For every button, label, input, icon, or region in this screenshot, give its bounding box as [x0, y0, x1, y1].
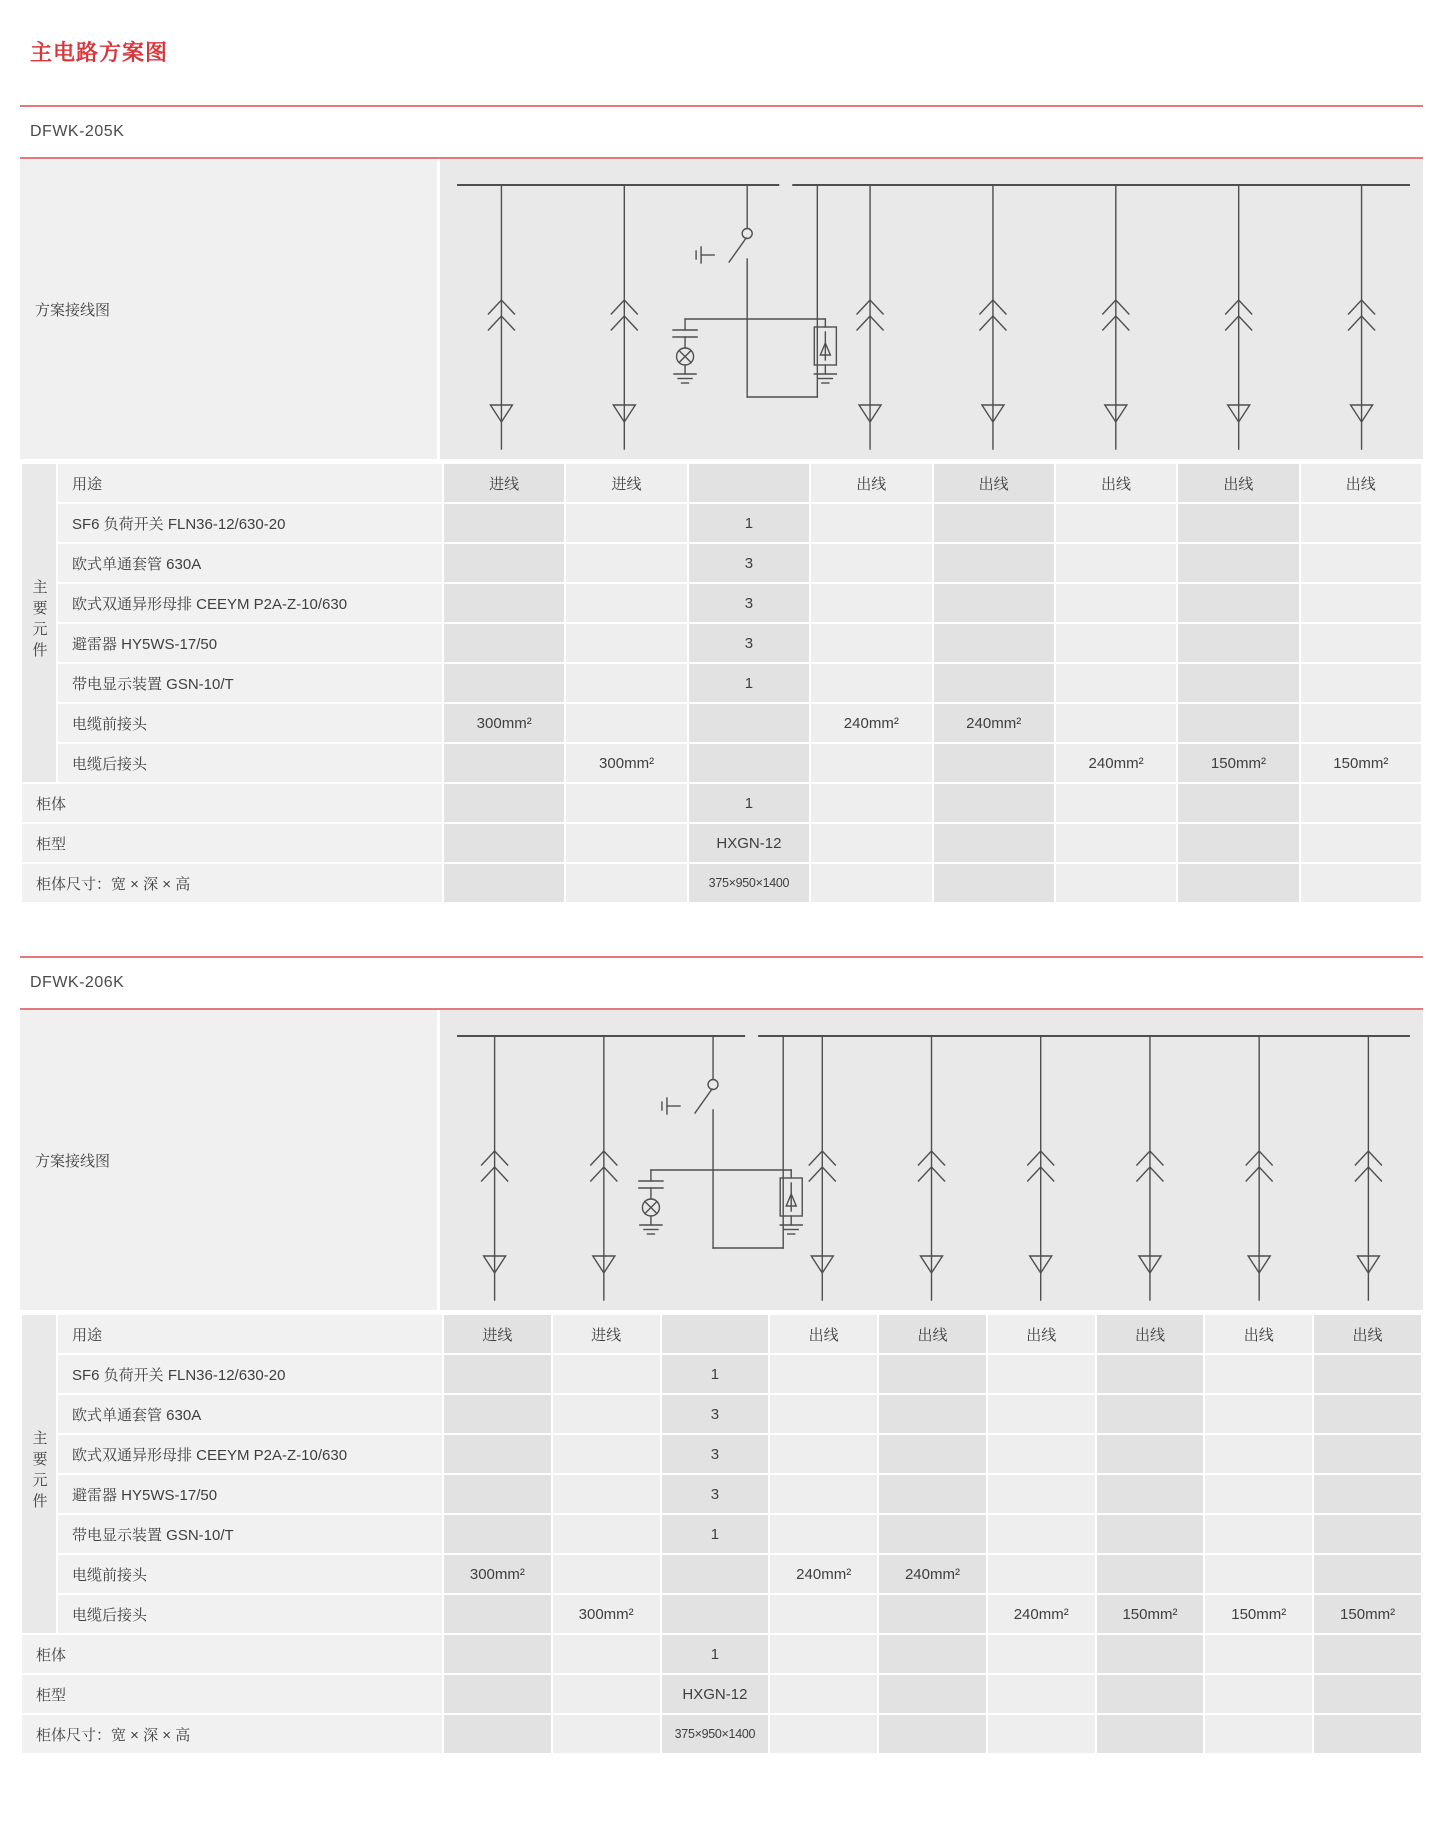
table-cell [769, 1354, 878, 1394]
footer-row [21, 783, 1422, 823]
table-cell [878, 1674, 987, 1714]
table-cell: 3 [661, 1434, 770, 1474]
table-cell: 出线 [933, 463, 1055, 503]
sidebar-vertical-label [21, 463, 57, 783]
table-cell [443, 583, 565, 623]
table-cell: 出线 [1313, 1314, 1422, 1354]
table-cell: 3 [661, 1394, 770, 1434]
table-cell [1313, 1674, 1422, 1714]
table-cell: 300mm² [443, 703, 565, 743]
components-table [20, 462, 1423, 904]
sidebar-label-text: 主要元件 [30, 1430, 48, 1514]
row-label: 用途 [57, 1314, 443, 1354]
row-label: SF6 负荷开关 FLN36-12/630-20 [57, 1354, 443, 1394]
table-cell [1177, 703, 1299, 743]
table-cell [810, 623, 932, 663]
circuit-diagram [440, 159, 1423, 459]
table-cell [810, 583, 932, 623]
table-cell [987, 1434, 1096, 1474]
table-cell [443, 1394, 552, 1434]
table-cell [1055, 783, 1177, 823]
table-cell: 3 [688, 583, 810, 623]
table-cell [933, 863, 1055, 903]
table-cell [1177, 823, 1299, 863]
table-cell: 150mm² [1204, 1594, 1313, 1634]
table-cell [1204, 1554, 1313, 1594]
table-cell [933, 663, 1055, 703]
table-cell [769, 1674, 878, 1714]
table-cell: 240mm² [810, 703, 932, 743]
footer-row [21, 863, 1422, 903]
usage-row [21, 463, 1422, 503]
table-cell [443, 1474, 552, 1514]
row-label: 电缆后接头 [57, 743, 443, 783]
table-cell: 300mm² [565, 743, 687, 783]
table-cell [769, 1514, 878, 1554]
row-label: 柜体尺寸：宽 × 深 × 高 [21, 863, 443, 903]
diagram-label: 方案接线图 [20, 1010, 440, 1310]
table-cell [810, 743, 932, 783]
table-cell [1300, 783, 1422, 823]
table-cell [1096, 1354, 1205, 1394]
component-row [21, 743, 1422, 783]
row-label: 欧式双通异形母排 CEEYM P2A-Z-10/630 [57, 583, 443, 623]
table-cell [443, 543, 565, 583]
table-cell: 3 [661, 1474, 770, 1514]
table-cell [1096, 1634, 1205, 1674]
table-cell [933, 743, 1055, 783]
table-cell [661, 1314, 770, 1354]
table-cell [565, 503, 687, 543]
table-cell: 出线 [878, 1314, 987, 1354]
table-cell [688, 743, 810, 783]
table-cell [769, 1634, 878, 1674]
table-cell [1313, 1514, 1422, 1554]
table-cell [1313, 1354, 1422, 1394]
row-label: 电缆前接头 [57, 1554, 443, 1594]
component-row [21, 583, 1422, 623]
table-cell: 1 [661, 1634, 770, 1674]
table-cell [1204, 1634, 1313, 1674]
table-cell [769, 1394, 878, 1434]
table-cell: 出线 [1204, 1314, 1313, 1354]
component-row [21, 1514, 1422, 1554]
table-cell [1177, 783, 1299, 823]
table-cell [1204, 1474, 1313, 1514]
table-cell [987, 1514, 1096, 1554]
diagram-row [20, 1010, 1423, 1310]
row-label: 柜体 [21, 783, 443, 823]
table-cell [933, 783, 1055, 823]
table-cell: 出线 [1177, 463, 1299, 503]
table-cell [1204, 1354, 1313, 1394]
table-cell [987, 1474, 1096, 1514]
table-cell [987, 1554, 1096, 1594]
table-cell [552, 1714, 661, 1754]
row-label: 电缆后接头 [57, 1594, 443, 1634]
row-label: 避雷器 HY5WS-17/50 [57, 623, 443, 663]
table-cell: 150mm² [1313, 1594, 1422, 1634]
table-cell [1096, 1474, 1205, 1514]
diagram-row [20, 159, 1423, 459]
section-dfwk-205k [20, 105, 1423, 904]
table-cell [933, 583, 1055, 623]
table-cell: 150mm² [1096, 1594, 1205, 1634]
table-cell: 375×950×1400 [661, 1714, 770, 1754]
table-cell [987, 1674, 1096, 1714]
row-label: 带电显示装置 GSN-10/T [57, 663, 443, 703]
table-cell: 出线 [769, 1314, 878, 1354]
row-label: 带电显示装置 GSN-10/T [57, 1514, 443, 1554]
component-row [21, 543, 1422, 583]
component-row [21, 1554, 1422, 1594]
row-label: 避雷器 HY5WS-17/50 [57, 1474, 443, 1514]
table-cell [933, 823, 1055, 863]
table-cell [552, 1394, 661, 1434]
table-cell [565, 663, 687, 703]
table-cell: 1 [688, 663, 810, 703]
table-cell [1055, 503, 1177, 543]
component-row [21, 663, 1422, 703]
table-cell [565, 583, 687, 623]
table-cell [1055, 543, 1177, 583]
table-cell: 进线 [565, 463, 687, 503]
table-cell [1055, 863, 1177, 903]
table-cell [443, 823, 565, 863]
table-cell: 出线 [1055, 463, 1177, 503]
table-cell [1313, 1714, 1422, 1754]
table-cell [878, 1594, 987, 1634]
table-cell: 150mm² [1177, 743, 1299, 783]
table-cell: 出线 [1300, 463, 1422, 503]
table-cell [565, 863, 687, 903]
table-cell [1096, 1714, 1205, 1754]
table-cell [443, 1514, 552, 1554]
table-cell: 1 [688, 503, 810, 543]
table-cell [443, 1714, 552, 1754]
table-cell: 出线 [1096, 1314, 1205, 1354]
table-cell [1313, 1434, 1422, 1474]
table-cell [1096, 1554, 1205, 1594]
table-cell: 进线 [552, 1314, 661, 1354]
table-cell [1177, 623, 1299, 663]
table-cell [810, 663, 932, 703]
table-cell [565, 823, 687, 863]
footer-row [21, 1634, 1422, 1674]
table-cell: 出线 [987, 1314, 1096, 1354]
table-cell [810, 823, 932, 863]
table-cell [1055, 623, 1177, 663]
table-cell: 375×950×1400 [688, 863, 810, 903]
table-cell [443, 1594, 552, 1634]
table-cell [933, 623, 1055, 663]
row-label: 欧式双通异形母排 CEEYM P2A-Z-10/630 [57, 1434, 443, 1474]
table-cell [1204, 1714, 1313, 1754]
table-cell [1096, 1514, 1205, 1554]
diagram-label: 方案接线图 [20, 159, 440, 459]
schematic-svg [440, 1010, 1423, 1310]
table-cell [1055, 823, 1177, 863]
table-cell [1177, 583, 1299, 623]
table-cell [878, 1474, 987, 1514]
table-cell [878, 1634, 987, 1674]
table-cell [1300, 543, 1422, 583]
table-cell: 进线 [443, 1314, 552, 1354]
table-cell: 240mm² [1055, 743, 1177, 783]
table-cell [443, 1434, 552, 1474]
footer-row [21, 1714, 1422, 1754]
table-cell [1177, 543, 1299, 583]
table-cell [1177, 503, 1299, 543]
table-cell: 150mm² [1300, 743, 1422, 783]
table-cell [1204, 1514, 1313, 1554]
table-cell [810, 863, 932, 903]
usage-row [21, 1314, 1422, 1354]
sidebar-vertical-label [21, 1314, 57, 1634]
page-title: 主电路方案图 [30, 40, 169, 65]
table-cell: 3 [688, 543, 810, 583]
table-cell [552, 1514, 661, 1554]
table-cell: 240mm² [987, 1594, 1096, 1634]
table-cell [1300, 623, 1422, 663]
table-cell: 240mm² [933, 703, 1055, 743]
table-cell: 300mm² [552, 1594, 661, 1634]
sidebar-label-text: 主要元件 [30, 579, 48, 663]
table-cell [1300, 503, 1422, 543]
table-cell [443, 783, 565, 823]
model-name: DFWK-205K [30, 123, 125, 140]
table-cell [1096, 1394, 1205, 1434]
table-cell [1204, 1674, 1313, 1714]
row-label: 欧式单通套管 630A [57, 1394, 443, 1434]
table-cell [1300, 863, 1422, 903]
table-cell [565, 703, 687, 743]
row-label: 欧式单通套管 630A [57, 543, 443, 583]
table-cell [810, 543, 932, 583]
table-cell [552, 1674, 661, 1714]
table-cell [552, 1474, 661, 1514]
table-cell [552, 1554, 661, 1594]
table-cell [1096, 1674, 1205, 1714]
table-cell: 240mm² [769, 1554, 878, 1594]
table-cell [1300, 823, 1422, 863]
table-cell [878, 1714, 987, 1754]
table-cell [565, 623, 687, 663]
table-cell [688, 703, 810, 743]
table-cell [443, 623, 565, 663]
components-table [20, 1313, 1423, 1755]
table-cell: 出线 [810, 463, 932, 503]
table-cell [443, 1354, 552, 1394]
component-row [21, 1394, 1422, 1434]
table-cell [769, 1474, 878, 1514]
table-cell: 1 [688, 783, 810, 823]
table-cell [661, 1554, 770, 1594]
table-cell [987, 1714, 1096, 1754]
schematic-lines [458, 1036, 1409, 1300]
table-cell [443, 503, 565, 543]
table-cell: 3 [688, 623, 810, 663]
table-cell [810, 503, 932, 543]
table-cell [987, 1354, 1096, 1394]
table-cell [552, 1354, 661, 1394]
table-cell [443, 743, 565, 783]
component-row [21, 1354, 1422, 1394]
table-cell: 进线 [443, 463, 565, 503]
circuit-diagram [440, 1010, 1423, 1310]
table-cell: 240mm² [878, 1554, 987, 1594]
table-cell [810, 783, 932, 823]
schematic-svg [440, 159, 1423, 459]
component-row [21, 1594, 1422, 1634]
table-cell [878, 1514, 987, 1554]
table-cell [1204, 1394, 1313, 1434]
schematic-lines [458, 185, 1409, 449]
component-row [21, 503, 1422, 543]
table-cell [688, 463, 810, 503]
table-cell [1300, 663, 1422, 703]
table-cell: 300mm² [443, 1554, 552, 1594]
table-cell [1313, 1554, 1422, 1594]
row-label: SF6 负荷开关 FLN36-12/630-20 [57, 503, 443, 543]
table-cell [443, 663, 565, 703]
table-cell [1313, 1474, 1422, 1514]
table-cell [1300, 583, 1422, 623]
footer-row [21, 1674, 1422, 1714]
table-cell [565, 783, 687, 823]
table-cell: HXGN-12 [688, 823, 810, 863]
table-cell [1096, 1434, 1205, 1474]
table-cell [1177, 663, 1299, 703]
footer-row [21, 823, 1422, 863]
row-label: 柜型 [21, 1674, 443, 1714]
table-cell [552, 1634, 661, 1674]
section-dfwk-206k [20, 956, 1423, 1755]
row-label: 柜体尺寸：宽 × 深 × 高 [21, 1714, 443, 1754]
table-cell [933, 503, 1055, 543]
table-cell: 1 [661, 1354, 770, 1394]
table-cell [933, 543, 1055, 583]
table-cell [769, 1434, 878, 1474]
table-cell [1313, 1394, 1422, 1434]
table-cell [443, 1674, 552, 1714]
table-cell [443, 863, 565, 903]
table-cell [1300, 703, 1422, 743]
component-row [21, 703, 1422, 743]
table-cell [443, 1634, 552, 1674]
table-cell [1055, 583, 1177, 623]
component-row [21, 1434, 1422, 1474]
table-cell: HXGN-12 [661, 1674, 770, 1714]
row-label: 柜体 [21, 1634, 443, 1674]
table-cell [769, 1714, 878, 1754]
component-row [21, 623, 1422, 663]
table-cell [769, 1594, 878, 1634]
table-cell [552, 1434, 661, 1474]
row-label: 用途 [57, 463, 443, 503]
table-cell [1313, 1634, 1422, 1674]
table-cell [1055, 663, 1177, 703]
table-cell [878, 1394, 987, 1434]
row-label: 柜型 [21, 823, 443, 863]
table-cell [987, 1394, 1096, 1434]
table-cell [878, 1354, 987, 1394]
table-cell [1177, 863, 1299, 903]
table-cell [878, 1434, 987, 1474]
model-name: DFWK-206K [30, 974, 125, 991]
table-cell: 1 [661, 1514, 770, 1554]
table-cell [661, 1594, 770, 1634]
row-label: 电缆前接头 [57, 703, 443, 743]
table-cell [987, 1634, 1096, 1674]
table-cell [565, 543, 687, 583]
component-row [21, 1474, 1422, 1514]
table-cell [1055, 703, 1177, 743]
table-cell [1204, 1434, 1313, 1474]
